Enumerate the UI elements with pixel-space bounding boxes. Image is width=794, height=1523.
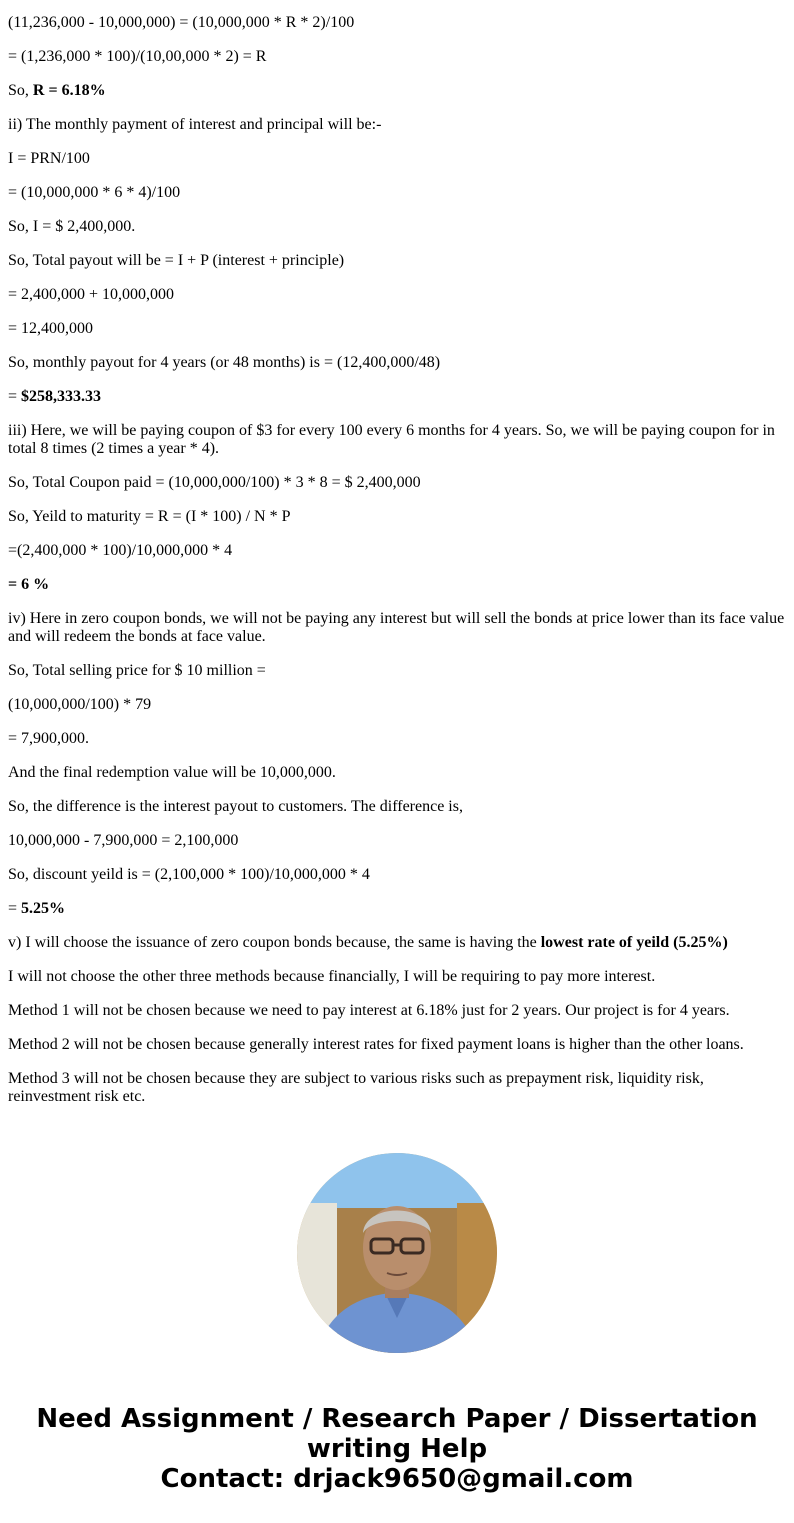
paragraph-text: = 2,400,000 + 10,000,000: [8, 286, 175, 303]
paragraph-text: (10,000,000/100) * 79: [8, 696, 152, 713]
bold-result: lowest rate of yeild (5.25%): [540, 934, 728, 951]
paragraph: [8, 610, 788, 646]
paragraph-text: ii) The monthly payment of interest and principal will be:-: [8, 116, 382, 133]
paragraph-text: = 7,900,000.: [8, 730, 90, 747]
footer-promo: [0, 1404, 794, 1494]
paragraph: [8, 1036, 788, 1054]
paragraph-text: Method 2 will not be chosen because generally interest rates for fixed payment loans is higher than the other loans.: [8, 1036, 744, 1053]
paragraph: [8, 218, 788, 236]
paragraph: [8, 968, 788, 986]
paragraph-text: (11,236,000 - 10,000,000) = (10,000,000 * R * 2)/100: [8, 14, 355, 31]
paragraph-text: v) I will choose the issuance of zero coupon bonds because, the same is having the: [8, 934, 541, 951]
paragraph-text: Method 3 will not be chosen because they are subject to various risks such as prepayment risk, liquidity risk, reinvestment risk etc.: [8, 1070, 704, 1105]
paragraph-text: Method 1 will not be chosen because we need to pay interest at 6.18% just for 2 years. Our project is for 4 years.: [8, 1002, 730, 1019]
bold-result: 5.25%: [21, 900, 66, 917]
paragraph: [8, 764, 788, 782]
paragraph-text: So, Yeild to maturity = R = (I * 100) / N * P: [8, 508, 291, 525]
paragraph: [8, 48, 788, 66]
paragraph: [8, 14, 788, 32]
paragraph: [8, 900, 788, 918]
paragraph: [8, 82, 788, 100]
paragraph: [8, 252, 788, 270]
author-photo: [297, 1153, 497, 1353]
paragraph: [8, 696, 788, 714]
paragraph: [8, 474, 788, 492]
paragraph: [8, 1002, 788, 1020]
answer-body: [8, 14, 788, 1122]
paragraph: [8, 388, 788, 406]
paragraph-text: So, Total Coupon paid = (10,000,000/100) * 3 * 8 = $ 2,400,000: [8, 474, 421, 491]
paragraph: [8, 866, 788, 884]
paragraph: [8, 934, 788, 952]
paragraph: [8, 422, 788, 458]
paragraph: [8, 116, 788, 134]
paragraph-text: = (1,236,000 * 100)/(10,00,000 * 2) = R: [8, 48, 267, 65]
paragraph: [8, 576, 788, 594]
paragraph: [8, 508, 788, 526]
paragraph-text: And the final redemption value will be 10,000,000.: [8, 764, 336, 781]
paragraph-text: So,: [8, 82, 33, 99]
paragraph-text: = 12,400,000: [8, 320, 94, 337]
footer-contact: Contact: drjack9650@gmail.com: [160, 1464, 634, 1494]
paragraph-text: 10,000,000 - 7,900,000 = 2,100,000: [8, 832, 239, 849]
paragraph: [8, 1070, 788, 1106]
paragraph: [8, 662, 788, 680]
paragraph-text: iv) Here in zero coupon bonds, we will not be paying any interest but will sell the bonds at price lower than its face value and will redeem the bonds at face value.: [8, 610, 785, 645]
bold-result: R = 6.18%: [32, 82, 106, 99]
person-icon: [297, 1153, 497, 1353]
paragraph: [8, 832, 788, 850]
paragraph: [8, 798, 788, 816]
paragraph-text: iii) Here, we will be paying coupon of $3 for every 100 every 6 months for 4 years. So, we will be paying coupon for in total 8 times (2 times a year * 4).: [8, 422, 775, 457]
paragraph: [8, 354, 788, 372]
paragraph: [8, 184, 788, 202]
paragraph-text: I will not choose the other three methods because financially, I will be requiring to pay more interest.: [8, 968, 656, 985]
paragraph-text: So, Total selling price for $ 10 million =: [8, 662, 266, 679]
paragraph-text: So, monthly payout for 4 years (or 48 months) is = (12,400,000/48): [8, 354, 441, 371]
footer-line-1: Need Assignment / Research Paper / Dissertation: [36, 1404, 758, 1434]
bold-result: = 6 %: [8, 576, 50, 593]
paragraph: [8, 150, 788, 168]
paragraph: [8, 286, 788, 304]
paragraph: [8, 320, 788, 338]
paragraph-text: =: [8, 900, 22, 917]
footer-line-2: writing Help: [306, 1434, 488, 1464]
paragraph-text: So, Total payout will be = I + P (interest + principle): [8, 252, 345, 269]
paragraph: [8, 542, 788, 560]
paragraph: [8, 730, 788, 748]
paragraph-text: I = PRN/100: [8, 150, 90, 167]
bold-result: $258,333.33: [21, 388, 102, 405]
paragraph-text: =(2,400,000 * 100)/10,000,000 * 4: [8, 542, 233, 559]
paragraph-text: So, I = $ 2,400,000.: [8, 218, 136, 235]
paragraph-text: = (10,000,000 * 6 * 4)/100: [8, 184, 181, 201]
paragraph-text: So, discount yeild is = (2,100,000 * 100)/10,000,000 * 4: [8, 866, 370, 883]
paragraph-text: So, the difference is the interest payout to customers. The difference is,: [8, 798, 463, 815]
paragraph-text: =: [8, 388, 22, 405]
